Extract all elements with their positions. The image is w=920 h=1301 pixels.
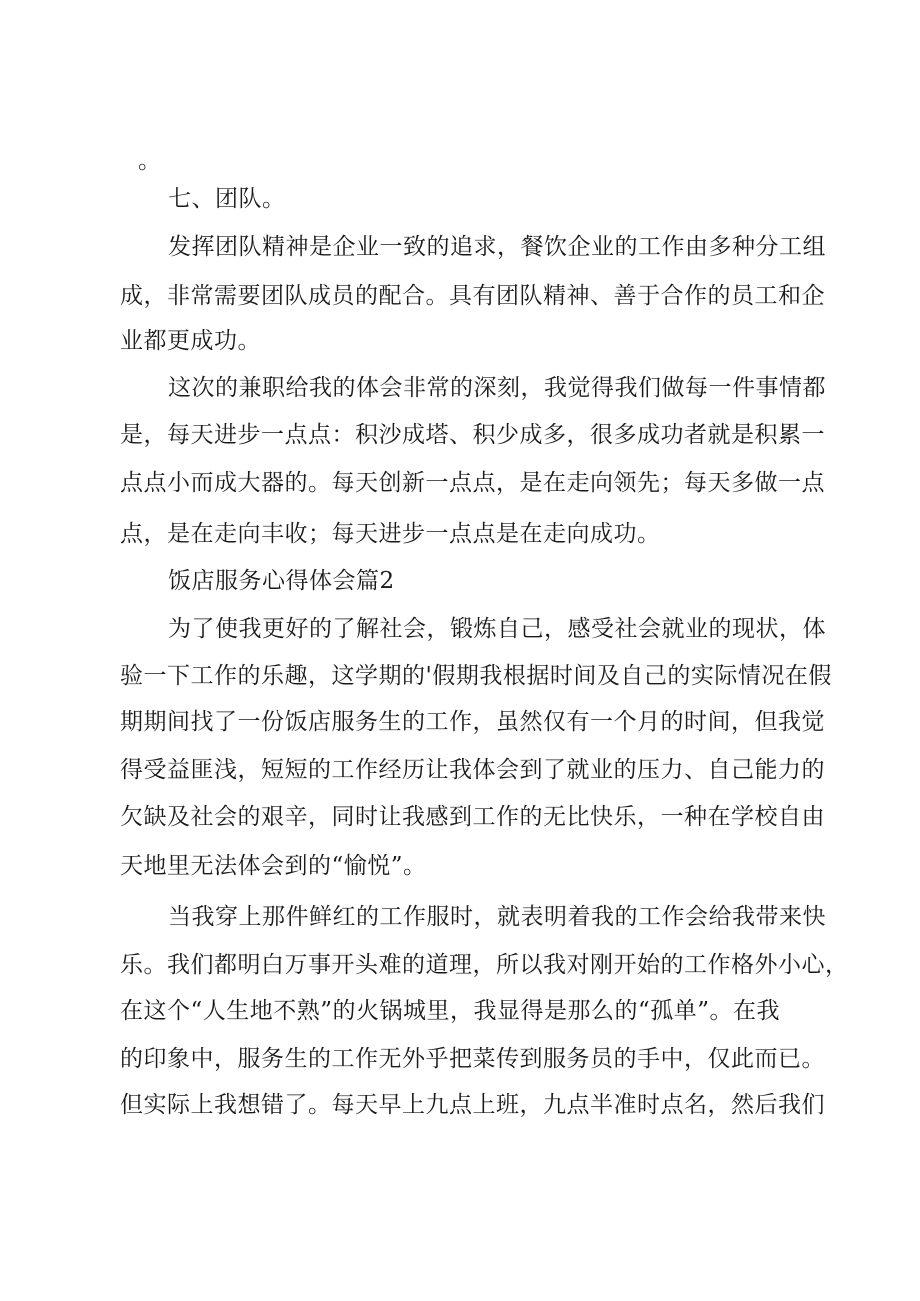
text-line: 期期间找了一份饭店服务生的工作，虽然仅有一个月的时间，但我觉 — [120, 709, 825, 735]
text-line: 天地里无法体会到的“愉悦”。 — [120, 853, 427, 879]
text-line: 欠缺及社会的艰辛，同时让我感到工作的无比快乐，一种在学校自由 — [120, 804, 825, 830]
text-line: 点，是在走向丰收；每天进步一点点是在走向成功。 — [120, 521, 661, 547]
text-line: 验一下工作的乐趣，这学期的'假期我根据时间及自己的实际情况在假 — [120, 663, 832, 689]
text-line: 乐。我们都明白万事开头难的道理，所以我对刚开始的工作格外小心， — [120, 952, 849, 978]
article-subtitle: 饭店服务心得体会篇2 — [168, 568, 395, 594]
text-line: 成，非常需要团队成员的配合。具有团队精神、善于合作的员工和企 — [120, 283, 825, 309]
text-line: 在这个“人生地不熟”的火锅城里，我显得是那么的“孤单”。在我 — [120, 998, 781, 1024]
text-line: 业都更成功。 — [120, 328, 261, 354]
text-line: 这次的兼职给我的体会非常的深刻，我觉得我们做每一件事情都 — [168, 375, 826, 401]
text-line: 点点小而成大器的。每天创新一点点，是在走向领先；每天多做一点 — [120, 470, 825, 496]
text-line: 为了使我更好的了解社会，锻炼自己，感受社会就业的现状，体 — [168, 616, 826, 642]
text-line: 得受益匪浅，短短的工作经历让我体会到了就业的压力、自己能力的 — [120, 757, 825, 783]
text-line: 发挥团队精神是企业一致的追求，餐饮企业的工作由多种分工组 — [168, 234, 826, 260]
section-heading: 七、团队。 — [168, 186, 286, 212]
text-line: 的印象中，服务生的工作无外乎把菜传到服务员的手中，仅此而已。 — [120, 1046, 825, 1072]
text-line: 。 — [138, 148, 162, 174]
text-line: 当我穿上那件鲜红的工作服时，就表明着我的工作会给我带来快 — [168, 904, 826, 930]
text-line: 但实际上我想错了。每天早上九点上班，九点半准时点名，然后我们 — [120, 1092, 825, 1118]
text-line: 是，每天进步一点点：积沙成塔、积少成多，很多成功者就是积累一 — [120, 422, 825, 448]
